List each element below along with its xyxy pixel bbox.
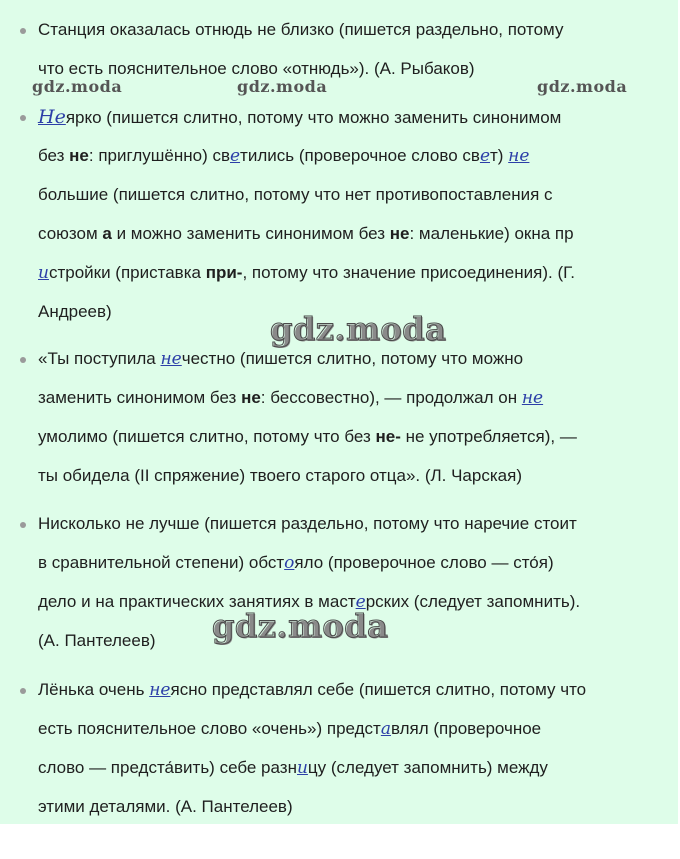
text-span: умолимо (пишется слитно, потому что без	[38, 427, 376, 446]
bold-text: не-	[375, 427, 401, 446]
highlighted-letters: е	[229, 146, 241, 166]
highlighted-letters: не	[508, 146, 530, 166]
highlighted-letters: и	[296, 758, 308, 778]
text-span: : бессовестно), — продолжал он	[260, 388, 522, 407]
text-span: есть пояснительное слово «очень») предст	[38, 719, 381, 738]
text-span: ясно представлял себе (пишется слитно, потому что	[170, 680, 587, 699]
text-span: рских (следует запомнить).	[365, 592, 581, 611]
text-span: Лёнька очень	[38, 680, 150, 699]
text-span: «Ты поступила	[38, 349, 161, 368]
text-line: большие (пишется слитно, потому что нет противопоставления с	[38, 185, 553, 204]
text-span: тились (проверочное слово св	[240, 146, 480, 165]
bold-text: не	[241, 388, 261, 407]
text-span: в сравнительной степени) обст	[38, 553, 285, 572]
text-line	[38, 263, 575, 283]
bullet-icon	[20, 115, 26, 121]
text-span: ярко (пишется слитно, потому что можно заменить синонимом	[65, 108, 562, 127]
text-span: : приглушённо) св	[88, 146, 230, 165]
bullet-icon	[20, 688, 26, 694]
text-span: , потому что значение присоединения). (Г.	[242, 263, 575, 282]
text-span: без	[38, 146, 70, 165]
text-line	[38, 758, 548, 778]
text-span: яло (проверочное слово — сто́я)	[294, 553, 554, 572]
highlighted-letters: а	[380, 719, 391, 739]
text-line	[38, 427, 577, 447]
watermark: gdz.moda	[537, 77, 628, 96]
highlighted-letters: о	[284, 553, 295, 573]
text-span: и можно заменить синонимом без	[111, 224, 390, 243]
watermark: gdz.moda	[270, 310, 447, 348]
bullet-icon	[20, 357, 26, 363]
text-line: ты обидела (II спряжение) твоего старого отца». (Л. Чарская)	[38, 466, 522, 485]
text-line: что есть пояснительное слово «отнюдь»). (А. Рыбаков)	[38, 59, 475, 78]
highlighted-letters: Не	[38, 106, 66, 128]
bold-text: при-	[205, 263, 243, 282]
text-span: : маленькие) окна пр	[409, 224, 574, 243]
text-span: цу (следует запомнить) между	[307, 758, 548, 777]
highlighted-letters: не	[521, 388, 544, 408]
text-line: Андреев)	[38, 302, 112, 321]
text-span: влял (проверочное	[390, 719, 542, 738]
text-line	[38, 107, 561, 128]
text-span: честно (пишется слитно, потому что можно	[181, 349, 524, 368]
text-span: стройки (приставка	[48, 263, 206, 282]
text-line	[38, 224, 574, 244]
text-line	[38, 553, 554, 573]
highlighted-letters: е	[479, 146, 490, 166]
text-span: не употребляется), —	[400, 427, 577, 446]
watermark: gdz.moda	[32, 77, 123, 96]
text-span: слово — предста́вить) себе разн	[38, 758, 297, 777]
text-span: дело и на практических занятиях в маст	[38, 592, 356, 611]
text-line	[38, 146, 529, 166]
watermark: gdz.moda	[212, 607, 389, 645]
text-line: Нисколько не лучше (пишется раздельно, потому что наречие стоит	[38, 514, 577, 533]
text-span: заменить синонимом без	[38, 388, 242, 407]
text-line: (А. Пантелеев)	[38, 631, 156, 650]
text-span: союзом	[38, 224, 103, 243]
bullet-icon	[20, 28, 26, 34]
text-line: Станция оказалась отнюдь не близко (пишется раздельно, потому	[38, 20, 564, 39]
text-span: т)	[490, 146, 509, 165]
highlighted-letters: не	[160, 349, 182, 369]
watermark: gdz.moda	[237, 77, 328, 96]
text-line	[38, 388, 543, 408]
highlighted-letters: е	[355, 592, 366, 612]
highlighted-letters: не	[149, 680, 171, 700]
text-line	[38, 349, 523, 369]
highlighted-letters: и	[38, 263, 49, 283]
bold-text: а	[102, 224, 112, 243]
bold-text: не	[389, 224, 410, 243]
bold-text: не	[69, 146, 89, 165]
text-line	[38, 680, 586, 700]
text-line: этими деталями. (А. Пантелеев)	[38, 797, 293, 816]
bullet-icon	[20, 522, 26, 528]
text-line	[38, 719, 541, 739]
